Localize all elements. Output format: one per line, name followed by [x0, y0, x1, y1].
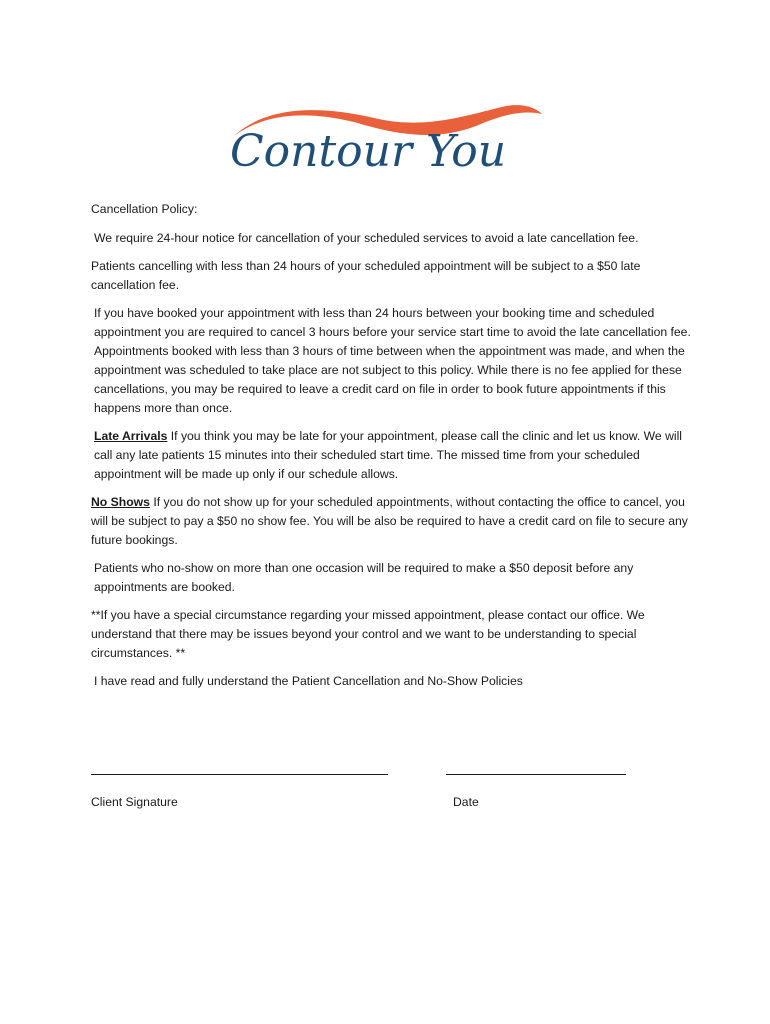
late-arrivals-label: Late Arrivals [94, 429, 168, 443]
policy-body [91, 200, 691, 700]
policy-paragraph-late-arrivals [91, 427, 691, 484]
date-label: Date [453, 795, 479, 809]
date-signature-line[interactable] [446, 774, 626, 775]
late-arrivals-text: If you think you may be late for your appointment, please call the clinic and let us know. We will call any late patients 15 minutes into their scheduled start time. The missed time from your scheduled appointment will be made up only if our schedule allows. [94, 429, 683, 481]
client-signature-line[interactable] [91, 774, 388, 775]
policy-paragraph-no-shows [91, 493, 691, 550]
policy-paragraph-deposit: Patients who no-show on more than one occasion will be required to make a $50 deposit before any appointments are booked. [94, 561, 634, 594]
policy-heading: Cancellation Policy: [91, 202, 198, 216]
client-signature-label: Client Signature [91, 795, 178, 809]
policy-paragraph-short-booking: If you have booked your appointment with less than 24 hours between your booking time and scheduled appointment you are required to cancel 3 hours before your service start time to avoid the late cancellation fee. Appointments booked with less than 3 hours of time between when the appointment was made, and when the appointment was scheduled to take place are not subject to this policy. While there is no fee applied for these cancellations, you may be required to leave a credit card on file in order to book future appointments if this happens more than once. [94, 306, 691, 415]
signature-block [91, 766, 651, 826]
policy-paragraph-special: **If you have a special circumstance regarding your missed appointment, please contact our office. We understand that there may be issues beyond your control and we want to be understanding to special circumstances. ** [91, 608, 645, 660]
policy-acknowledgement: I have read and fully understand the Patient Cancellation and No-Show Policies [94, 674, 523, 688]
policy-paragraph-notice: We require 24-hour notice for cancellation of your scheduled services to avoid a late cancellation fee. [94, 231, 639, 245]
no-shows-label: No Shows [91, 495, 150, 509]
logo-wordmark: Contour You [230, 126, 507, 177]
no-shows-text: If you do not show up for your scheduled appointments, without contacting the office to cancel, you will be subject to pay a $50 no show fee. You will be also be required to have a credit card on file to secure any future bookings. [91, 495, 688, 547]
logo-graphic [224, 100, 544, 184]
contour-you-logo [224, 100, 544, 184]
policy-paragraph-fee: Patients cancelling with less than 24 hours of your scheduled appointment will be subject to a $50 late cancellation fee. [91, 259, 641, 292]
